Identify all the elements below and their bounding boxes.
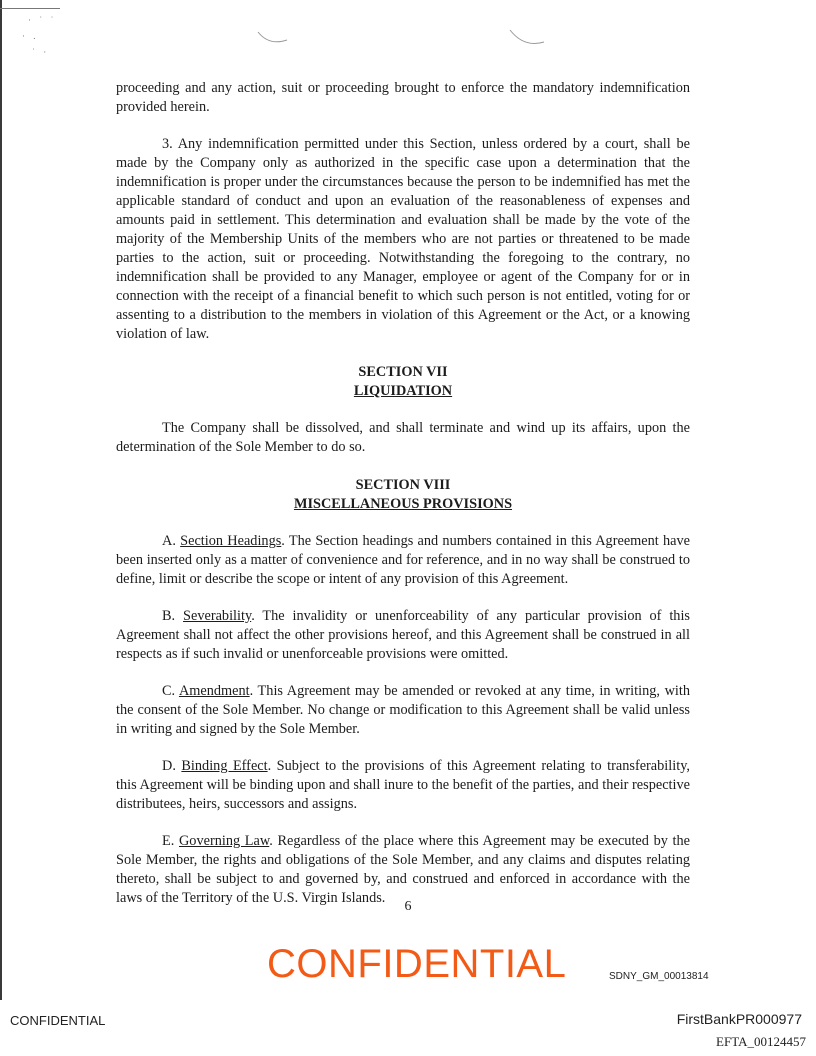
scan-speck: · ˙ ˙: [28, 15, 57, 25]
section-7-number: SECTION VII: [358, 364, 448, 380]
confidential-stamp-large: CONFIDENTIAL: [267, 942, 567, 986]
intro-paragraph: proceeding and any action, suit or proceeding brought to enforce the mandatory indemnification provided herein.: [116, 80, 690, 115]
provision-heading: Section Headings: [180, 533, 282, 549]
provision-letter: D.: [162, 758, 176, 774]
provision-d: [116, 757, 690, 814]
scan-speck: · .: [22, 31, 39, 41]
page-number: 6: [404, 899, 412, 914]
provision-e: [116, 832, 690, 908]
scan-top-rule: [0, 8, 60, 9]
bates-number-sdny: SDNY_GM_00013814: [609, 971, 709, 982]
section-8-title: MISCELLANEOUS PROVISIONS: [293, 496, 513, 512]
paragraph-3: 3. Any indemnification permitted under this Section, unless ordered by a court, shall be made by the Company only as authorized in the specific case upon a determination that the indemnification is proper under the circumstances because the person to be indemnified has met the applicable standard of conduct and upon an evaluation of the reasonableness of expenses and amounts paid in settlement. This determination and evaluation shall be made by the vote of the majority of the Membership Units of the members who are not parties or threatened to be made parties to the action, suit or proceeding. Notwithstanding the foregoing to the contrary, no indemnification shall be provided to any Manager, employee or agent of the Company for or in connection with the receipt of a financial benefit to which such person is not entitled, voting for or assenting to a distribution to the members in violation of this Agreement or the Act, or a knowing violation of law.: [116, 136, 690, 342]
provision-c: [116, 682, 690, 739]
provision-a: [116, 532, 690, 589]
provision-text: . The Section headings and numbers contained in this Agreement have been inserted only as a matter of convenience and for reference, and in no way shall be construed to define, limit or describe the scope or intent of any provision of this Agreement.: [116, 533, 690, 587]
provision-text: . The invalidity or unenforceability of any particular provision of this Agreement shall not affect the other provisions hereof, and this Agreement shall be construed in all respects as if such invalid or unenforceable provisions were omitted.: [116, 608, 690, 662]
scan-smudge: [255, 20, 295, 50]
scan-speck: ˙ ·: [32, 47, 50, 57]
provision-b: [116, 607, 690, 664]
provision-heading: Amendment: [178, 683, 250, 699]
confidential-stamp-small: CONFIDENTIAL: [10, 1013, 106, 1028]
section-7-heading: [116, 363, 690, 401]
bates-number-firstbank: FirstBankPR000977: [676, 1011, 802, 1027]
provision-heading: Severability: [183, 608, 252, 624]
provision-text: . This Agreement may be amended or revoked at any time, in writing, with the consent of the Sole Member. No change or modification to this Agreement shall be valid unless in writing and signed by the Sole Member.: [116, 683, 690, 737]
provision-heading: Governing Law: [178, 833, 270, 849]
provision-letter: E.: [162, 833, 175, 849]
scan-smudge: [506, 20, 550, 52]
provision-text: . Regardless of the place where this Agreement may be executed by the Sole Member, the rights and obligations of the Sole Member, and any claims and disputes relating thereto, shall be subject to and governed by, and construed and enforced in accordance with the laws of the Territory of the U.S. Virgin Islands.: [116, 833, 690, 906]
provision-letter: C.: [162, 683, 176, 699]
section-7-title: LIQUIDATION: [353, 383, 453, 399]
section-7-text: The Company shall be dissolved, and shall terminate and wind up its affairs, upon the determination of the Sole Member to do so.: [116, 420, 690, 455]
section-8-number: SECTION VIII: [355, 477, 451, 493]
provision-letter: A.: [162, 533, 176, 549]
section-8-heading: [116, 476, 690, 514]
scan-edge-line: [0, 0, 2, 1000]
provision-letter: B.: [162, 608, 176, 624]
provision-heading: Binding Effect: [181, 758, 268, 774]
provision-text: . Subject to the provisions of this Agreement relating to transferability, this Agreement will be binding upon and shall inure to the benefit of the parties, and their respective distributees, heirs, successors and assigns.: [116, 758, 690, 812]
document-body: [116, 79, 690, 908]
bates-number-efta: EFTA_00124457: [716, 1034, 806, 1049]
